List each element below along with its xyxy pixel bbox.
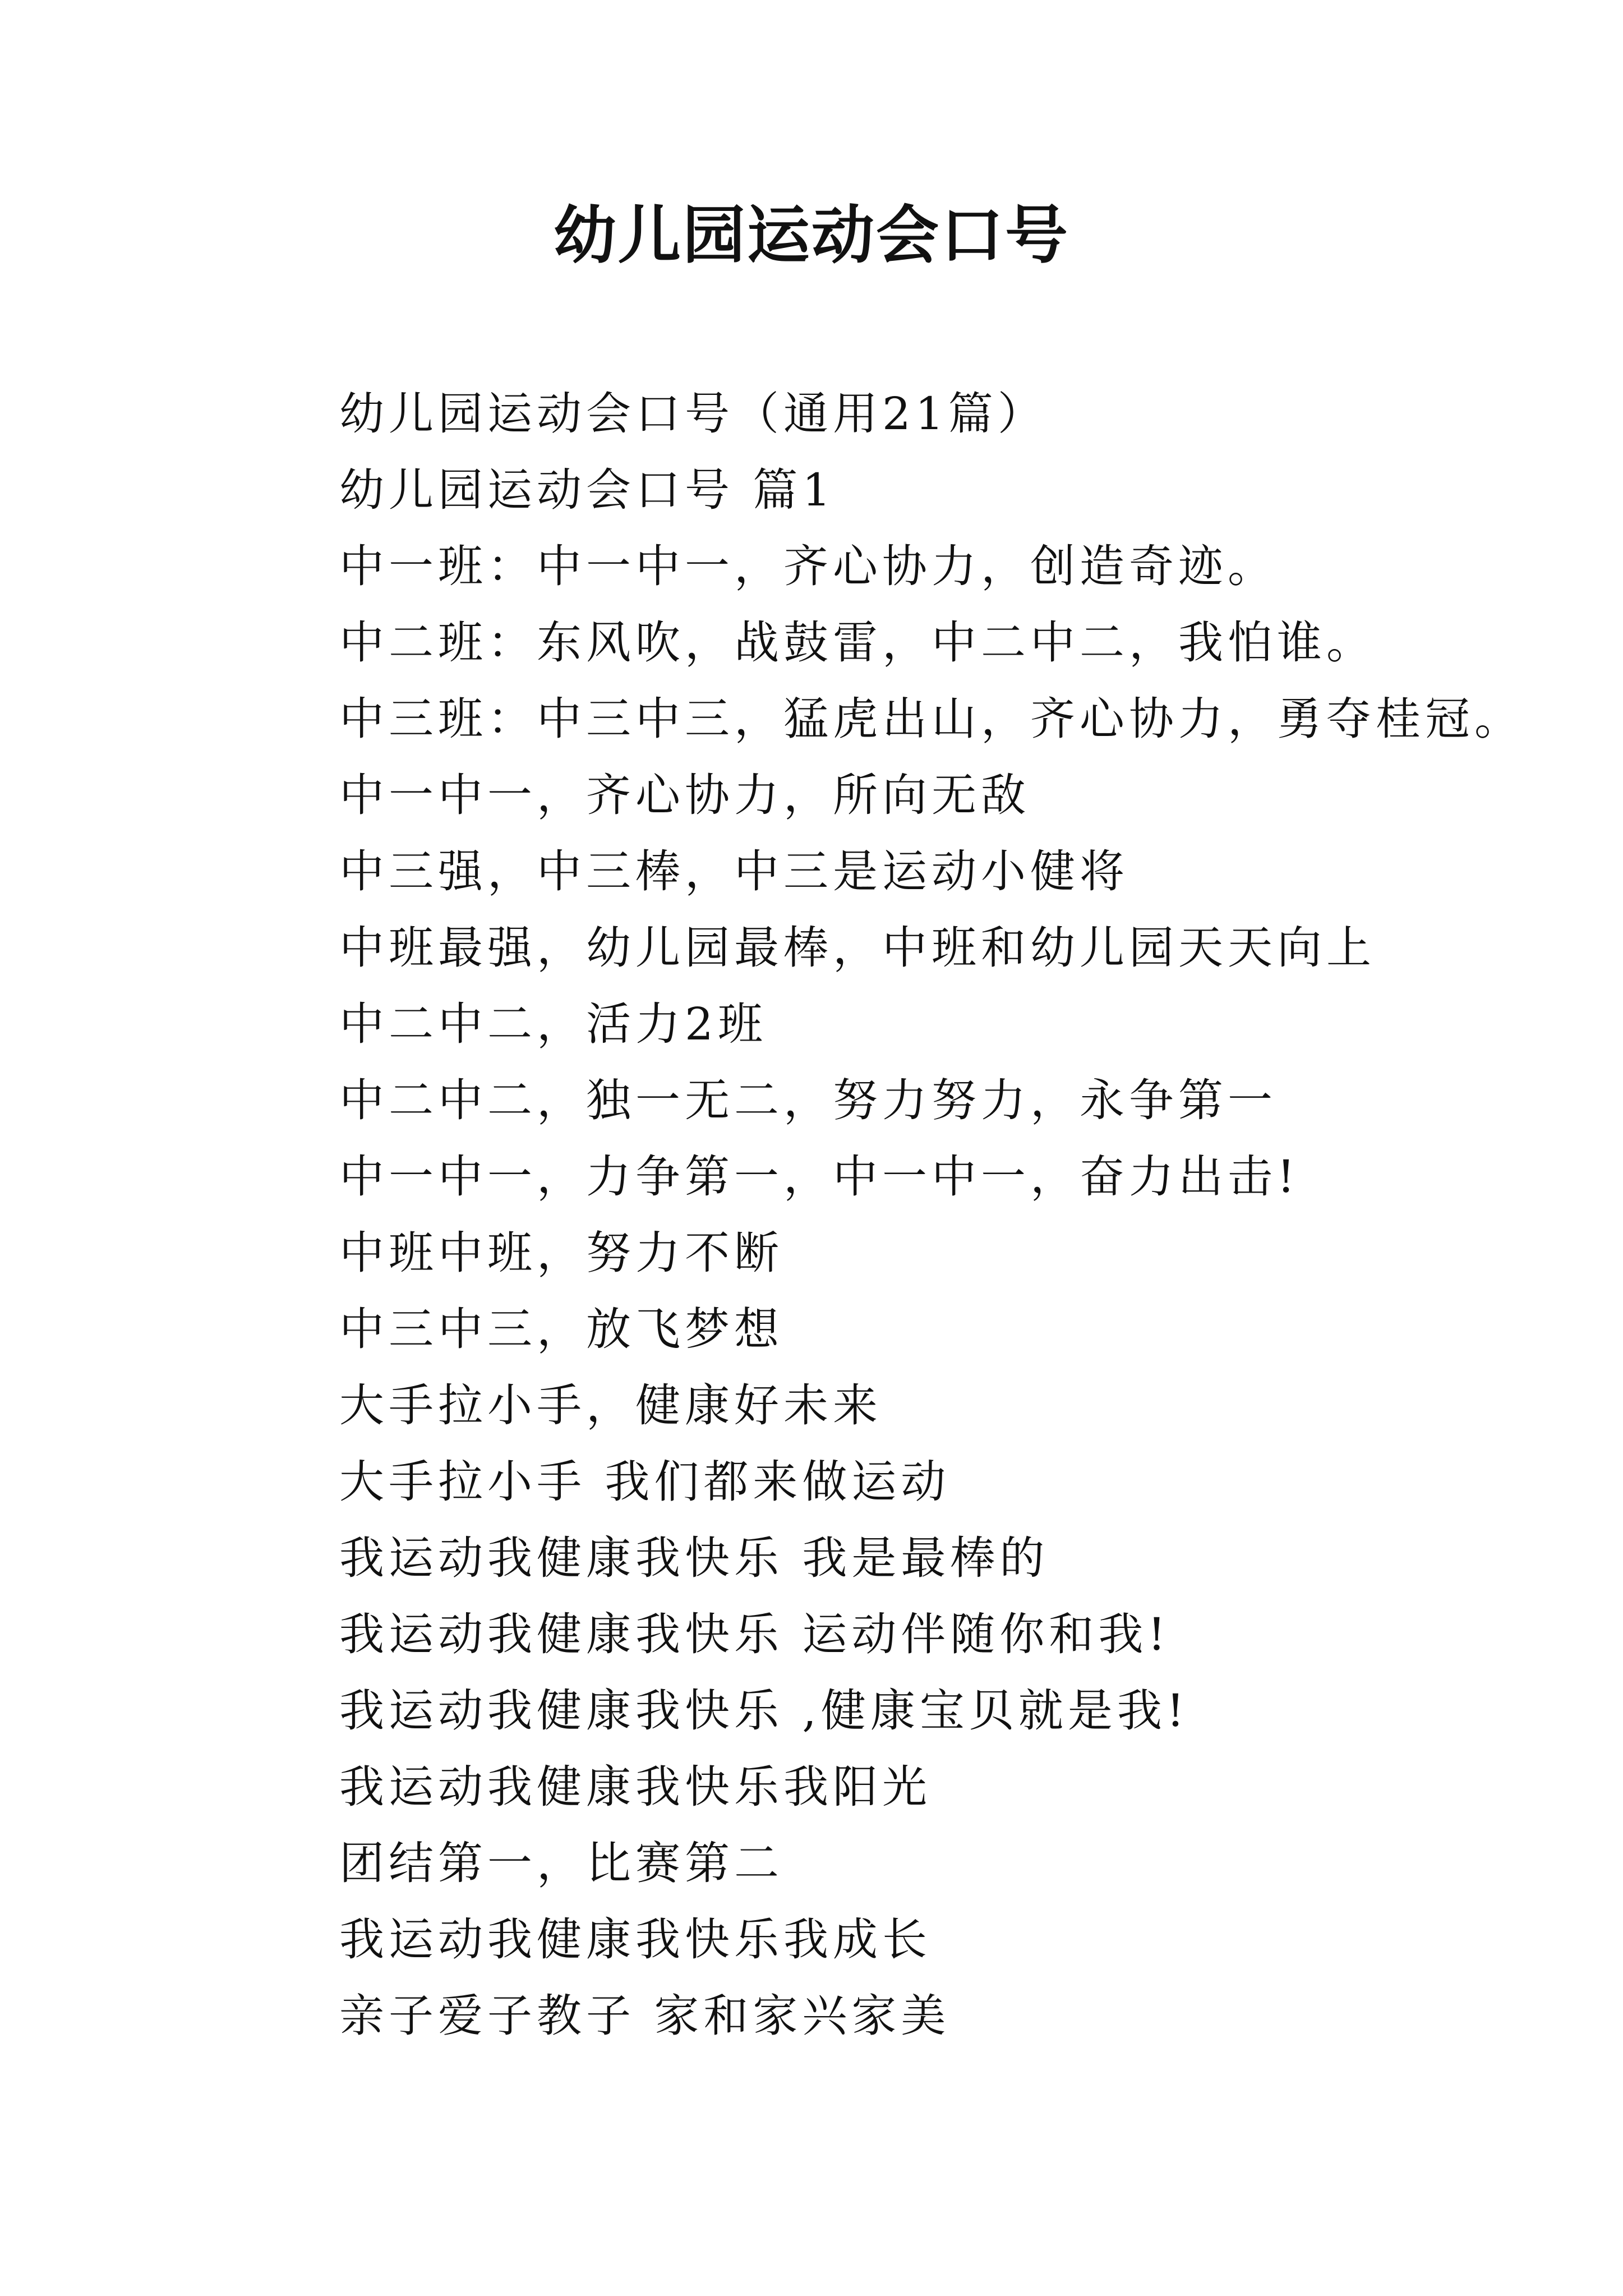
slogan-line: 我运动我健康我快乐我阳光 [339,1761,932,1813]
slogan-line: 中班中班，努力不断 [339,1227,783,1279]
slogan-line: 我运动我健康我快乐我成长 [339,1913,932,1966]
slogan-line: 中二中二，活力2班 [339,998,767,1050]
document-title: 幼儿园运动会口号 [554,199,1069,272]
section-heading: 幼儿园运动会口号 篇1 [339,464,836,516]
slogan-line: 我运动我健康我快乐 运动伴随你和我! [339,1608,1170,1660]
slogan-line: 中三强，中三棒，中三是运动小健将 [339,845,1129,898]
slogan-line: 中一班：中一中一，齐心协力，创造奇迹。 [339,540,1277,592]
subtitle-line: 幼儿园运动会口号（通用21篇） [339,388,1047,440]
slogan-line: 中班最强，幼儿园最棒，中班和幼儿园天天向上 [339,922,1376,974]
slogan-line: 中三班：中三中三，猛虎出山，齐心协力，勇夺桂冠。 [339,693,1524,745]
slogan-line: 我运动我健康我快乐 ,健康宝贝就是我! [339,1685,1189,1737]
slogan-line: 中一中一，齐心协力，所向无敌 [339,769,1030,821]
slogan-line: 亲子爱子教子 家和家兴家美 [339,1990,951,2042]
slogan-line: 我运动我健康我快乐 我是最棒的 [339,1532,1049,1584]
slogan-line: 中三中三，放飞梦想 [339,1303,783,1355]
slogan-line: 中二班：东风吹，战鼓雷，中二中二，我怕谁。 [339,616,1376,669]
slogan-line: 中二中二，独一无二，努力努力，永争第一 [339,1074,1277,1126]
slogan-line: 中一中一，力争第一，中一中一，奋力出击! [339,1151,1300,1203]
document-body [339,376,1573,2054]
slogan-line: 团结第一，比赛第二 [339,1837,783,1889]
slogan-line: 大手拉小手 我们都来做运动 [339,1456,951,1508]
slogan-line: 大手拉小手，健康好未来 [339,1379,882,1432]
